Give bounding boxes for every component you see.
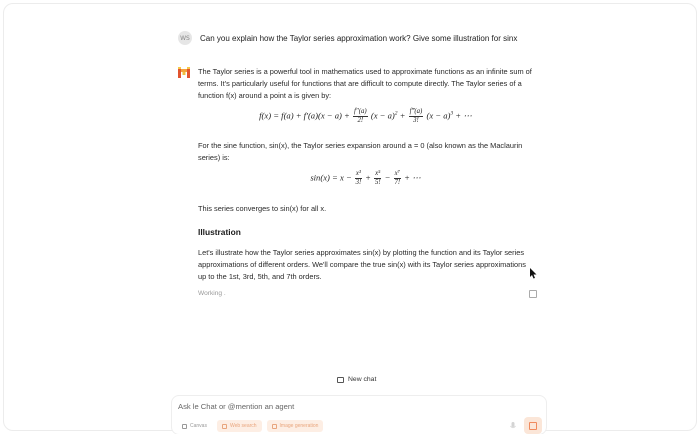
assistant-paragraph-1: The Taylor series is a powerful tool in mathematics used to approximate functions as an infinite sum of terms. It's particularly useful for functions that are difficult to compute directly. The Taylor series of a function f(x) around a point a is given by: [198,67,532,100]
eq1-frac-1-num: f″(a) [354,108,367,115]
mouse-cursor-icon [530,268,537,279]
new-chat-label: New chat [348,376,377,383]
web-search-label: Web search [229,423,257,429]
eq1-frac-2-den: 3! [413,117,419,124]
copy-icon[interactable] [529,290,537,298]
image-generation-button[interactable] [267,420,324,432]
taylor-equation: f(x) = f(a) + f′(a)(x − a) + $\frac{f''(a)}{2!}$ $(x - a)^2$ + $\frac{f‴(a)}{3!}$ $(x - a)^3$ + ⋯ [259,108,472,124]
send-button[interactable] [524,417,542,434]
section-heading: Illustration [198,227,241,237]
sine-equation: sin(x) = x − $\frac{\text{x³}}{3!}$ + $\frac{\text{x⁵}}{5!}$ − $\frac{\text{x⁷}}{7!}$ + ⋯ [310,170,421,186]
microphone-icon[interactable] [510,422,516,430]
eq2-frac-3-den: 7! [394,179,401,186]
user-message-text: Can you explain how the Taylor series approximation work? Give some illustration for sinx [200,33,518,43]
stop-icon [529,422,537,430]
canvas-button[interactable] [177,420,212,432]
avatar: WS [178,31,192,45]
eq2-frac-3-num: x⁷ [394,170,400,177]
eq2-lhs: sin(x) = x − [310,172,352,183]
eq1-term-3: (x − a) [426,110,451,121]
status-working: Working . [198,290,226,297]
eq1-frac-2 [409,108,424,125]
eq2-tail: + ⋯ [404,172,421,183]
new-chat-button[interactable] [337,376,376,383]
assistant-paragraph-4: Let's illustrate how the Taylor series approximates sin(x) by plotting the function and its Taylor series approximations of different orders. We'll compare the true sin(x) with its Taylor series approximations up to the 1st, 3rd, 5th, and 7th orders. [198,248,526,281]
web-search-button[interactable] [217,420,262,432]
eq1-term-2: (x − a) [370,110,395,121]
eq1-tail: + ⋯ [455,110,472,121]
assistant-paragraph-3: This series converges to sin(x) for all x. [198,204,327,213]
mistral-logo-icon [178,67,190,78]
eq2-frac-1-den: 3! [355,179,362,186]
image-icon [272,424,277,429]
canvas-icon [182,424,187,429]
chat-input[interactable] [178,402,478,411]
chat-composer [171,395,547,434]
user-message [178,31,517,45]
eq1-frac-2-num: f‴(a) [409,108,423,115]
assistant-paragraph-2: For the sine function, sin(x), the Taylor series expansion around a = 0 (also known as the Maclaurin series) is: [198,141,523,162]
canvas-label: Canvas [190,423,207,429]
eq2-frac-1-num: x³ [355,170,361,177]
eq1-lhs: f(x) = f(a) + f′(a)(x − a) + [259,110,350,121]
eq2-frac-2-num: x⁵ [375,170,381,177]
eq2-frac-3 [394,170,401,187]
composer-tools [177,420,323,432]
eq1-frac-1 [353,108,368,125]
eq2-frac-2 [374,170,381,187]
eq2-frac-2-den: 5! [374,179,381,186]
new-chat-icon [337,377,344,383]
eq2-frac-1 [355,170,362,187]
eq1-frac-1-den: 2! [357,117,364,124]
globe-icon [222,424,227,429]
image-generation-label: Image generation [279,423,319,429]
